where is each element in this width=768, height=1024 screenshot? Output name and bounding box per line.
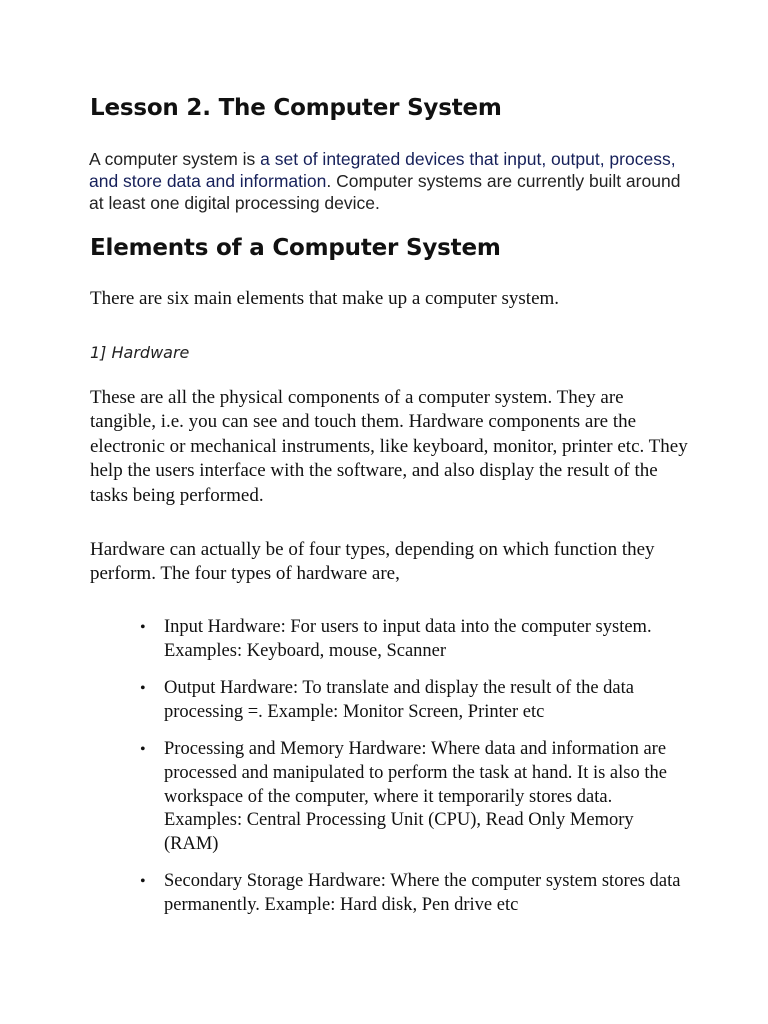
- intro-paragraph: [89, 148, 689, 214]
- list-item: [140, 870, 685, 917]
- intro-highlight: a set of integrated devices that input, output, process, and store data and information: [89, 149, 676, 191]
- list-item: [140, 738, 685, 856]
- bullet-icon: •: [140, 873, 146, 891]
- list-item-text: Input Hardware: For users to input data into the computer system. Examples: Keyboard, mouse, Scanner: [164, 617, 652, 661]
- hardware-paragraph: These are all the physical components of a computer system. They are tangible, i.e. you can see and touch them. Hardware components are the electronic or mechanical instruments, like keyboard, monitor, printer etc. They help the users interface with the software, and also display the result of the tasks being performed.: [90, 387, 688, 506]
- bullet-icon: •: [140, 680, 146, 698]
- lead-sentence: There are six main elements that make up a computer system.: [90, 288, 560, 309]
- list-item-text: Processing and Memory Hardware: Where data and information are processed and manipulated to perform the task at hand. It is also the workspace of the computer, where it temporarily stores data. Examples: Central Processing Unit (CPU), Read Only Memory (RAM): [164, 739, 667, 854]
- list-item-text: Output Hardware: To translate and display the result of the data processing =. Example: Monitor Screen, Printer etc: [164, 678, 634, 722]
- section-title: Elements of a Computer System: [90, 235, 501, 261]
- intro-text-start: A computer system is: [89, 149, 261, 169]
- lesson-title: Lesson 2. The Computer System: [90, 95, 502, 121]
- list-item: [140, 677, 685, 724]
- intro-text-end: . Computer systems are currently built around at least one digital processing device.: [89, 171, 681, 213]
- bullet-icon: •: [140, 741, 146, 759]
- hardware-types-list: [140, 616, 685, 932]
- list-item-text: Secondary Storage Hardware: Where the computer system stores data permanently. Example: Hard disk, Pen drive etc: [164, 871, 681, 915]
- subheading-hardware: 1] Hardware: [90, 343, 190, 362]
- bullet-icon: •: [140, 619, 146, 636]
- list-item: [140, 616, 685, 663]
- hardware-types-intro: Hardware can actually be of four types, depending on which function they perform. The four types of hardware are,: [90, 539, 655, 585]
